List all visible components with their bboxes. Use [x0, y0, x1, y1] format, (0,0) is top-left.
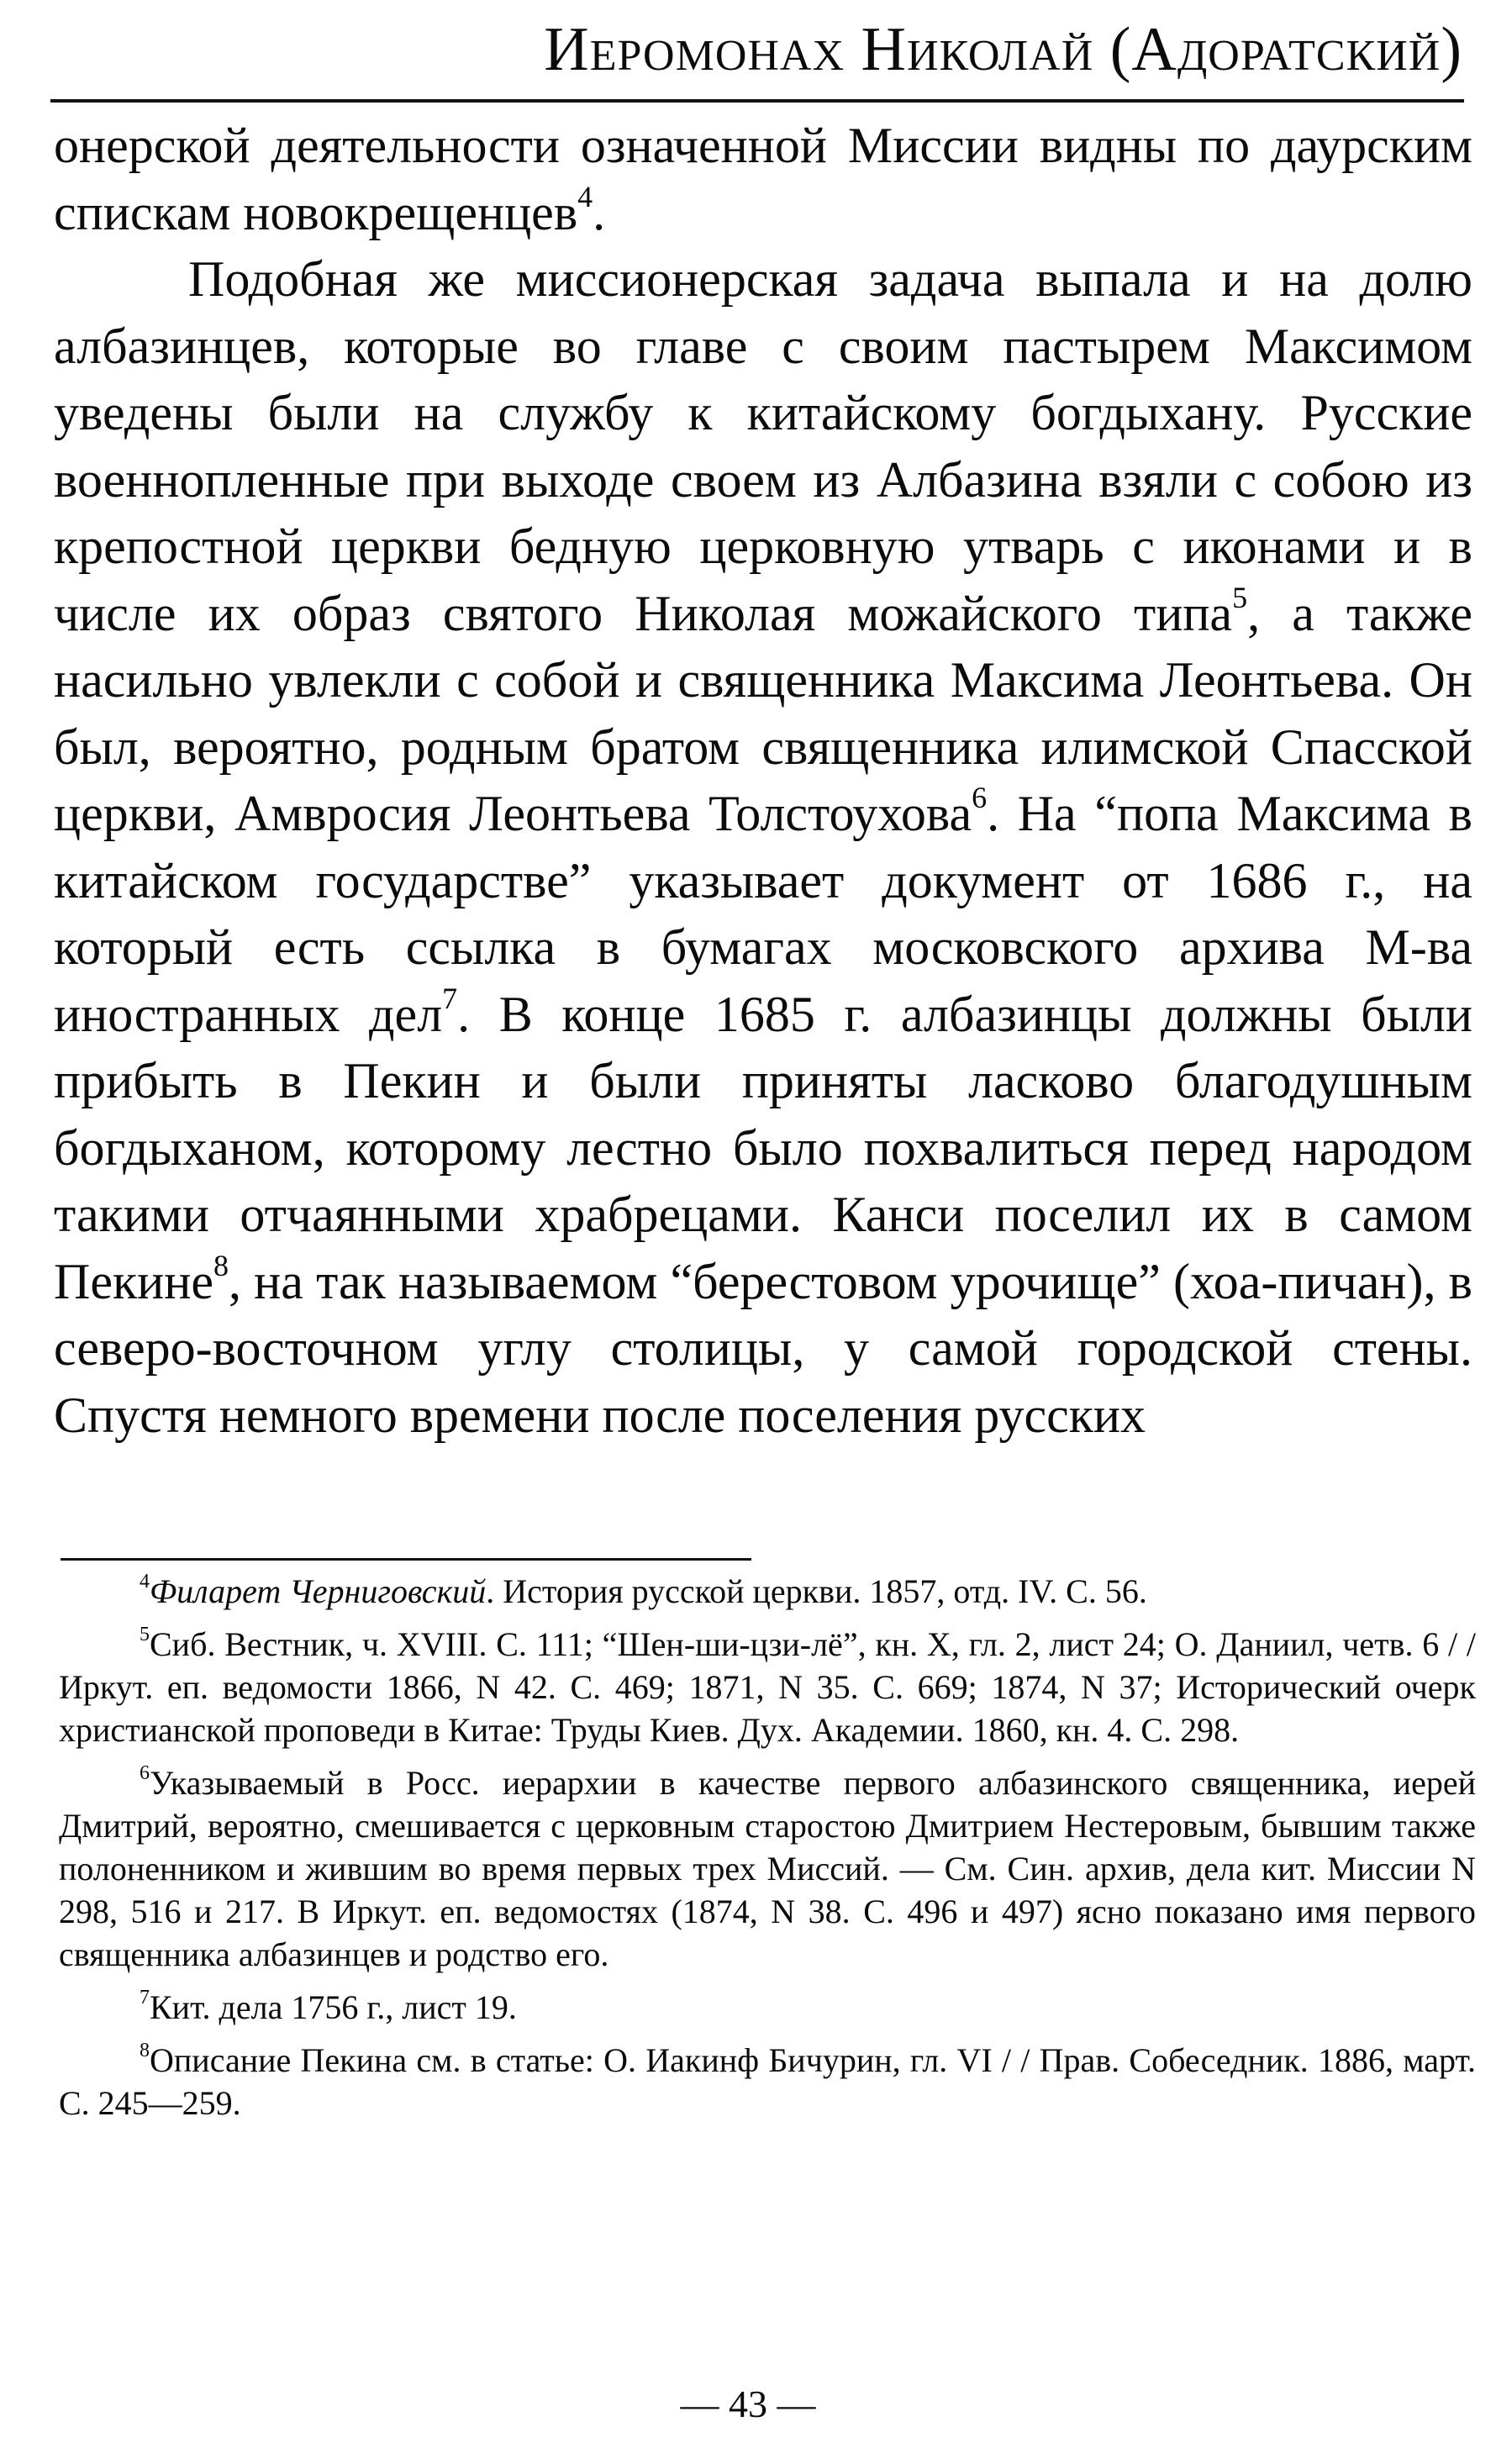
- main-text: [54, 113, 1472, 1449]
- paragraph-2: Подобная же миссионерская задача выпала и на долю албазинцев, которые во главе с своим пастырем Максимом уведены были на службу к китайскому богдыхану. Русские военнопленные при выходе своем из Албазина взяли с собою из крепостной церкви бедную церковную утварь с иконами и в числе их образ святого Николая можайского типа$^5$, а также насильно увлекли с собой и священника Максима Леонтьева. Он был, вероятно, родным братом священника илимской Спасской церкви, Амвросия Леонтьева Толстоухова$^6$. На “попа Максима в китайском государстве” указывает документ от 1686 г., на который есть ссылка в бумагах московского архива М-ва иностранных дел$^7$. В конце 1685 г. албазинцы должны были прибыть в Пекин и были приняты ласково благодушным богдыханом, которому лестно было похвалиться перед народом такими отчаянными храбрецами. Канси поселил их в самом Пекине$^8$, на так называемом “берестовом урочище” (хоа-пичан), в северо-восточном углу столицы, у самой городской стены. Спустя немного времени после поселения русских: [54, 251, 1473, 1443]
- footnote-ref-7: 7: [442, 981, 458, 1015]
- footnote-ref-5: 5: [1232, 580, 1248, 614]
- footnote-ref-6: 6: [972, 781, 988, 814]
- header-rule: [50, 99, 1464, 103]
- footnotes: [59, 1570, 1476, 2135]
- running-head: Иеромонах Николай (Адоратский): [544, 15, 1462, 84]
- footnote-author: Филарет Черниговский: [150, 1572, 487, 1610]
- footnote-ref-4: 4: [577, 179, 593, 213]
- footnote-5: $^5$Сиб. Вестник, ч. XVIII. С. 111; “Шен-ши-цзи-лё”, кн. X, гл. 2, лист 24; О. Даниил, четв. 6 / / Иркут. еп. ведомости 1866, N 42. С. 469; 1871, N 35. С. 669; 1874, N 37; Исторический очерк христианской проповеди в Китае: Труды Киев. Дух. Академии. 1860, кн. 4. С. 298.: [59, 1624, 1476, 1749]
- paragraph-1: онерской деятельности означенной Миссии видны по даурским спискам новокрещенцев$^4$.: [54, 118, 1472, 240]
- footnote-7: $^7$Кит. дела 1756 г., лист 19.: [140, 1987, 517, 2026]
- footnote-4: $^4$Филарет Черниговский. История русской церкви. 1857, отд. IV. С. 56.: [140, 1571, 1147, 1610]
- page-number: — 43 —: [680, 2382, 816, 2425]
- footnote-6: $^6$Указываемый в Росс. иерархии в качестве первого албазинского священника, иерей Дмитрий, вероятно, смешивается с церковным старостою Дмитрием Нестеровым, бывшим также полоненником и жившим во время первых трех Миссий. — См. Син. архив, дела кит. Миссии N 298, 516 и 217. В Иркут. еп. ведомостях (1874, N 38. С. 496 и 497) ясно показано имя первого священника албазинцев и родство его.: [59, 1762, 1476, 1973]
- footnote-ref-8: 8: [213, 1248, 229, 1282]
- footnote-8: $^8$Описание Пекина см. в статье: О. Иакинф Бичурин, гл. VI / / Прав. Собеседник. 1886, март. С. 245—259.: [59, 2040, 1476, 2122]
- footnote-rule: [61, 1558, 751, 1561]
